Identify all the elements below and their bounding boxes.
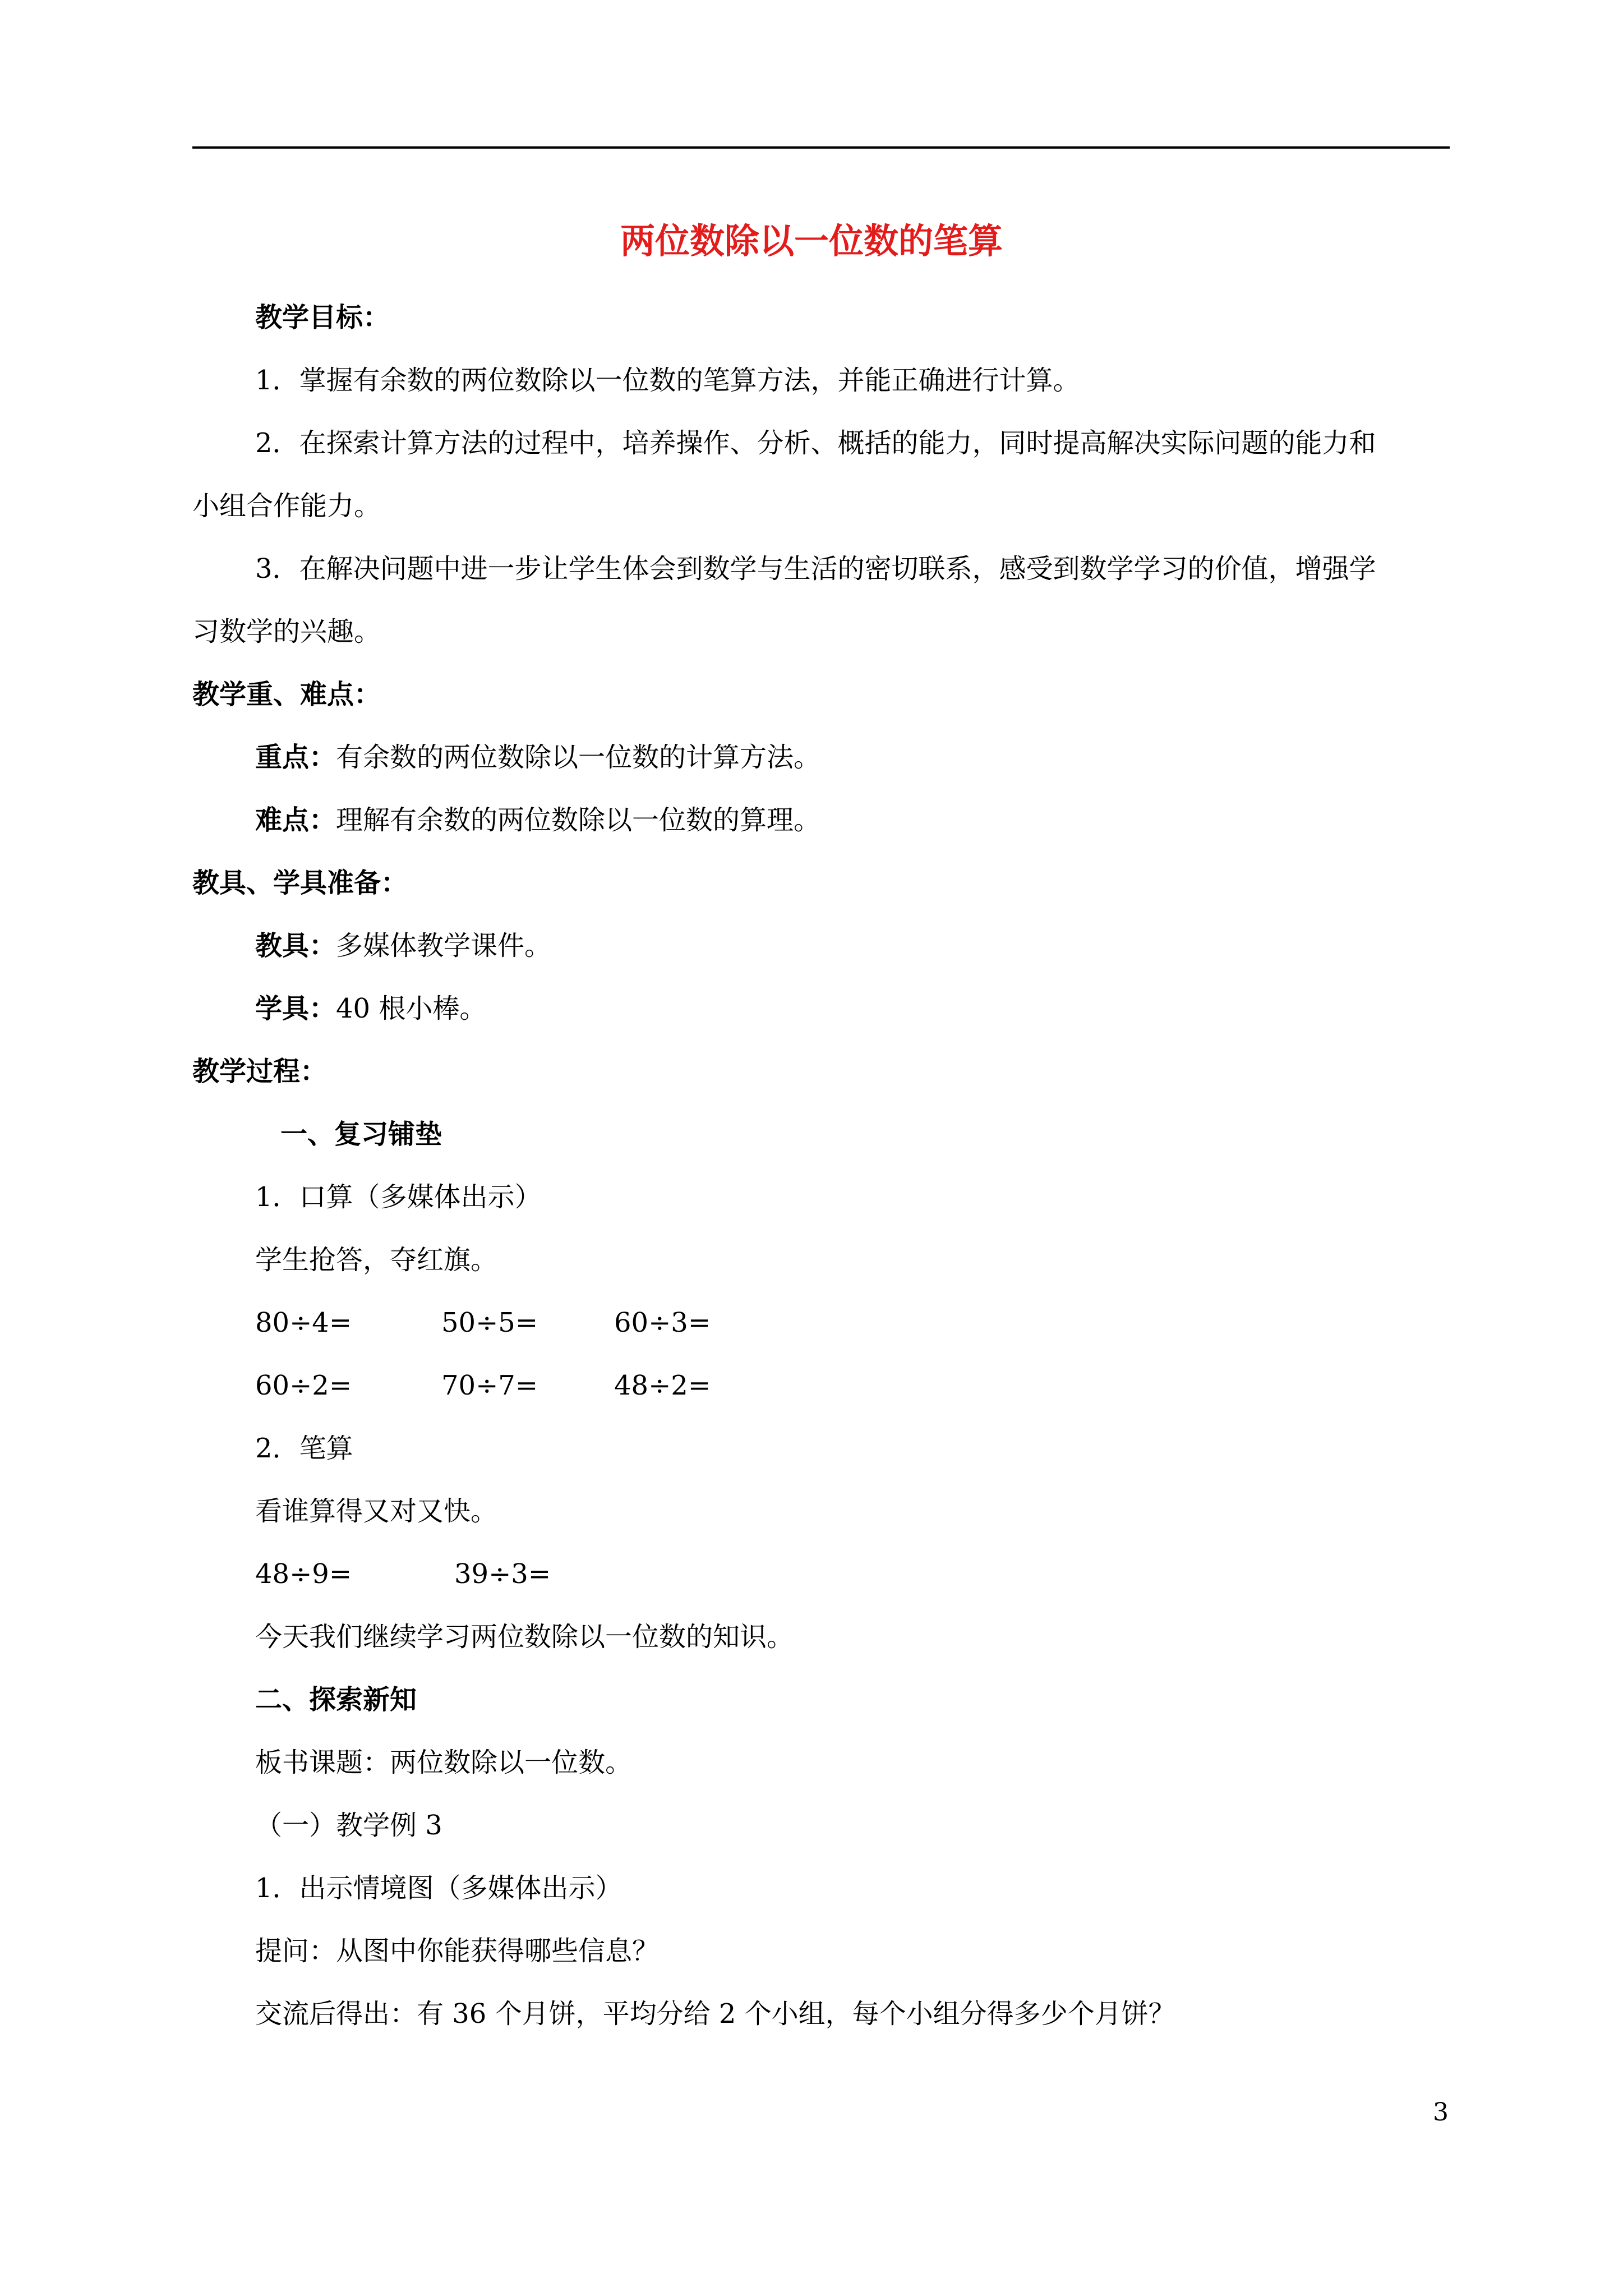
key-point: [255, 740, 820, 774]
student-tools-text: 40 根小棒。: [336, 993, 487, 1024]
goal-2-line-2: 小组合作能力。: [192, 490, 381, 522]
student-tools-label: 学具：: [255, 993, 336, 1024]
equation: 50÷5=: [441, 1307, 538, 1338]
board-title: 板书课题：两位数除以一位数。: [255, 1747, 633, 1778]
goals-heading: 教学目标：: [255, 302, 390, 333]
difficulty-point: [255, 803, 820, 837]
difficulty-label: 难点：: [255, 804, 336, 836]
written-calc-item: 2．笔算: [255, 1433, 353, 1464]
equation: 60÷2=: [255, 1370, 352, 1401]
equation: 80÷4=: [255, 1307, 352, 1338]
equation: 48÷9=: [255, 1558, 352, 1590]
teacher-tools: [255, 929, 551, 963]
scene-item: 1．出示情境图（多媒体出示）: [255, 1872, 623, 1904]
question-text: 提问：从图中你能获得哪些信息？: [255, 1935, 660, 1967]
goal-3-line-1: 3．在解决问题中进一步让学生体会到数学与生活的密切联系，感受到数学学习的价值，增强学: [255, 553, 1376, 585]
process-heading: 教学过程：: [192, 1056, 328, 1087]
page-number: 3: [1433, 2098, 1449, 2127]
page-title: 两位数除以一位数的笔算: [620, 220, 1003, 261]
student-tools: [255, 992, 486, 1025]
section-1-heading: 一、复习铺垫: [280, 1119, 442, 1150]
goal-2-line-1: 2．在探索计算方法的过程中，培养操作、分析、概括的能力，同时提高解决实际问题的能力和: [255, 427, 1376, 459]
equation: 60÷3=: [614, 1307, 711, 1338]
goal-1: 1．掌握有余数的两位数除以一位数的笔算方法，并能正确进行计算。: [255, 365, 1080, 396]
continue-text: 今天我们继续学习两位数除以一位数的知识。: [255, 1621, 794, 1653]
section-2-heading: 二、探索新知: [255, 1684, 417, 1715]
equation: 48÷2=: [614, 1370, 711, 1401]
tools-heading: 教具、学具准备：: [192, 867, 408, 899]
written-instruction: 看谁算得又对又快。: [255, 1496, 498, 1527]
goal-3-line-2: 习数学的兴趣。: [192, 616, 381, 647]
difficulty-text: 理解有余数的两位数除以一位数的算理。: [336, 804, 821, 836]
oral-calc-item: 1．口算（多媒体出示）: [255, 1181, 542, 1213]
example-heading: （一）教学例 3: [255, 1810, 442, 1841]
header-rule: [192, 146, 1450, 149]
key-label: 重点：: [255, 742, 336, 773]
equation: 70÷7=: [441, 1370, 538, 1401]
oral-instruction: 学生抢答，夺红旗。: [255, 1244, 498, 1276]
answer-text: 交流后得出：有 36 个月饼，平均分给 2 个小组，每个小组分得多少个月饼？: [255, 1998, 1175, 2030]
keypoints-heading: 教学重、难点：: [192, 679, 381, 710]
equation: 39÷3=: [454, 1558, 551, 1590]
key-text: 有余数的两位数除以一位数的计算方法。: [336, 742, 821, 773]
teacher-tools-text: 多媒体教学课件。: [336, 930, 552, 961]
teacher-tools-label: 教具：: [255, 930, 336, 961]
